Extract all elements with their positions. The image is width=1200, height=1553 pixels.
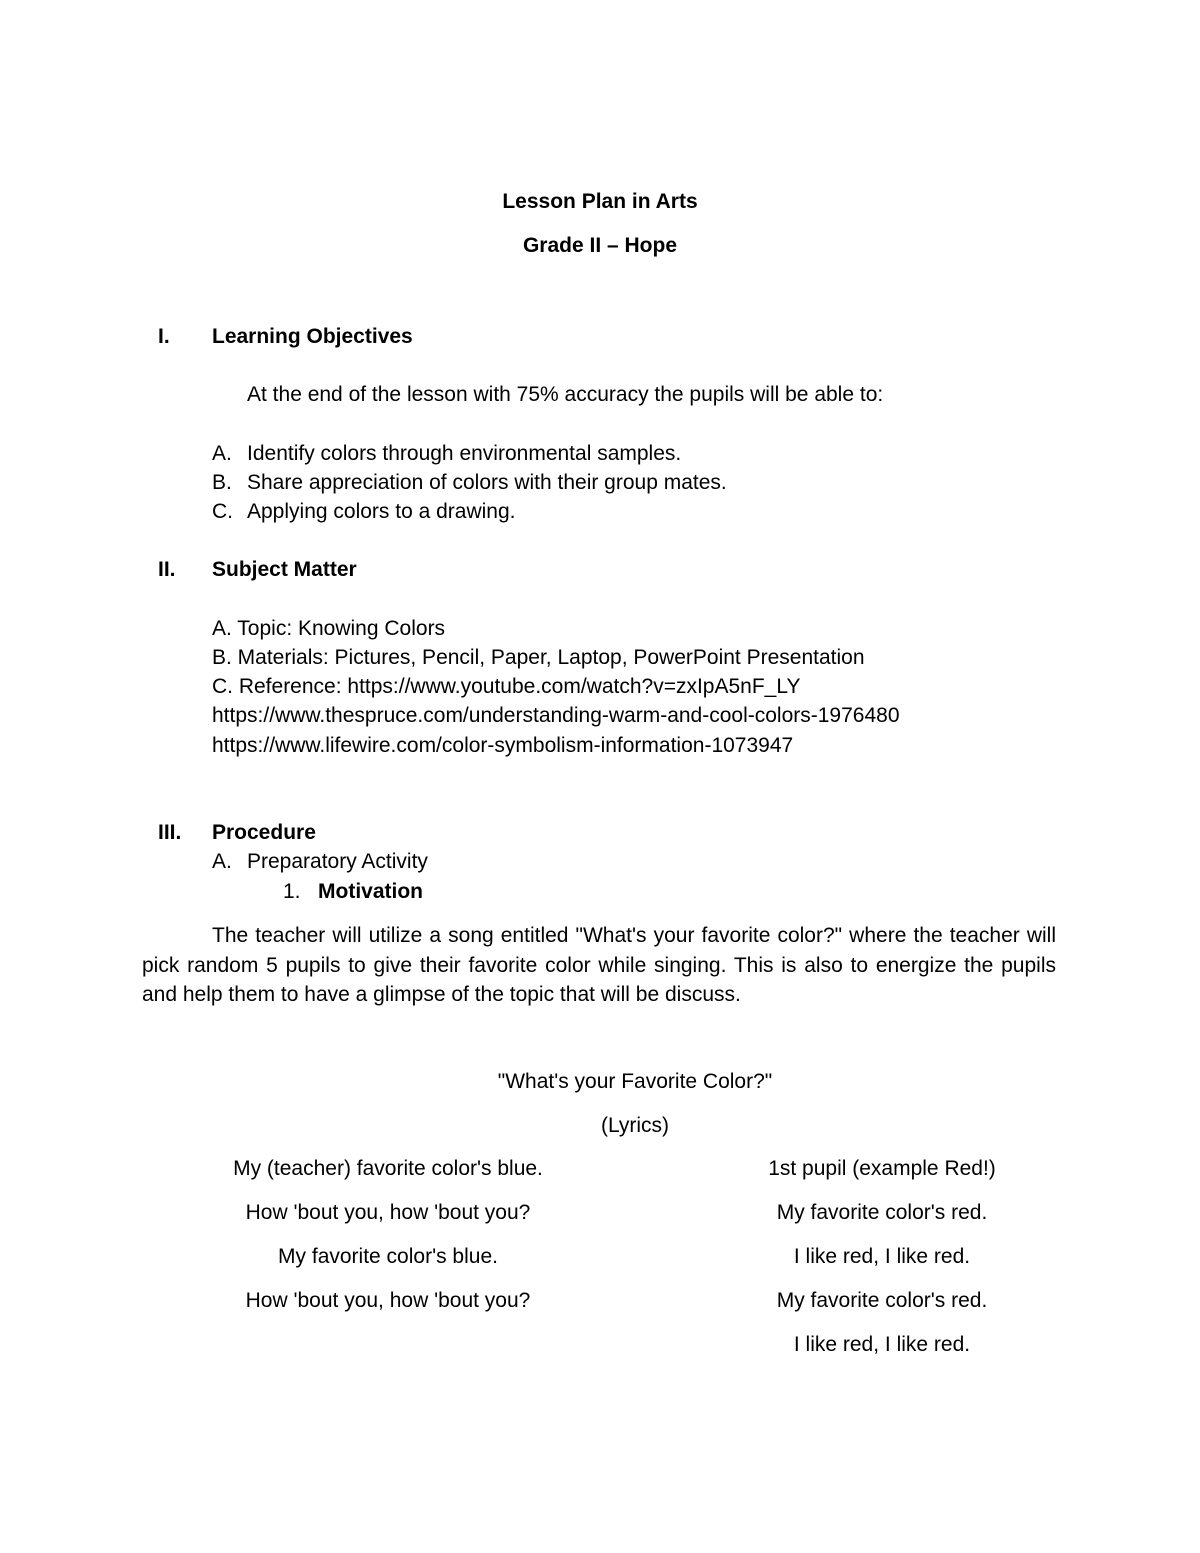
list-marker: C. — [212, 500, 233, 523]
list-item: Share appreciation of colors with their group mates. — [247, 471, 727, 494]
step-title: Motivation — [318, 880, 423, 903]
reference-line: C. Reference: https://www.youtube.com/watch?v=zxIpA5nF_LY — [212, 675, 801, 698]
list-marker: B. — [212, 471, 232, 494]
lyric-line-left: How 'bout you, how 'bout you? — [245, 1289, 531, 1312]
lyric-line-right: My favorite color's red. — [776, 1201, 988, 1224]
materials-line: B. Materials: Pictures, Pencil, Paper, Laptop, PowerPoint Presentation — [212, 646, 865, 669]
lyric-line-right: My favorite color's red. — [776, 1289, 988, 1312]
subsection-title: Preparatory Activity — [247, 850, 428, 873]
list-marker: 1. — [283, 880, 301, 903]
lyric-line-left: My favorite color's blue. — [278, 1245, 498, 1268]
reference-url: https://www.thespruce.com/understanding-warm-and-cool-colors-1976480 — [212, 704, 900, 727]
list-marker: A. — [212, 850, 232, 873]
section-heading: Procedure — [212, 821, 316, 844]
motivation-paragraph-block — [142, 921, 1056, 1010]
list-marker: A. — [212, 442, 232, 465]
section-numeral: III. — [158, 821, 182, 844]
lyric-line-left: How 'bout you, how 'bout you? — [245, 1201, 531, 1224]
list-item: Applying colors to a drawing. — [247, 500, 516, 523]
lyric-line-right: I like red, I like red. — [793, 1333, 971, 1356]
section-heading: Subject Matter — [212, 558, 357, 581]
list-item: Identify colors through environmental samples. — [247, 442, 682, 465]
lyric-line-left: My (teacher) favorite color's blue. — [233, 1157, 543, 1180]
lyric-line-right: 1st pupil (example Red!) — [768, 1157, 996, 1180]
document-subtitle: Grade II – Hope — [522, 234, 678, 257]
section-heading: Learning Objectives — [212, 325, 413, 348]
song-title: "What's your Favorite Color?" — [497, 1070, 773, 1093]
document-title: Lesson Plan in Arts — [502, 190, 698, 213]
lyric-line-right: I like red, I like red. — [793, 1245, 971, 1268]
topic-line: A. Topic: Knowing Colors — [212, 617, 446, 640]
section-numeral: I. — [158, 325, 170, 348]
motivation-paragraph: The teacher will utilize a song entitled "What's your favorite color?" where the teacher will pick random 5 pupils to give their favorite color while singing. This is also to energize the pupils and help them to have a glimpse of the topic that will be discuss. — [142, 924, 1056, 1006]
song-subtitle: (Lyrics) — [600, 1114, 670, 1137]
reference-url: https://www.lifewire.com/color-symbolism-information-1073947 — [212, 734, 794, 757]
section-numeral: II. — [158, 558, 176, 581]
objectives-intro: At the end of the lesson with 75% accuracy the pupils will be able to: — [247, 383, 884, 406]
